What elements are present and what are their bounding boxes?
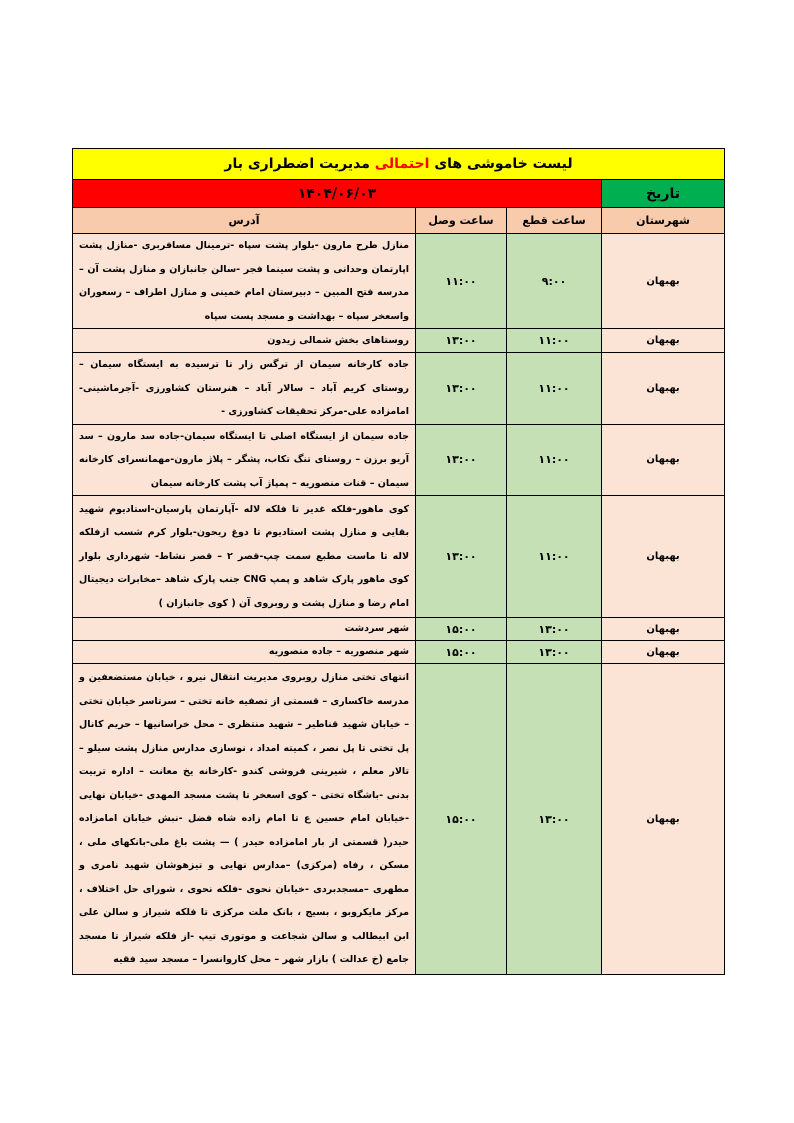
city-cell: بهبهان xyxy=(602,496,725,618)
table-row xyxy=(73,641,725,664)
address-cell: جاده سیمان از ایستگاه اصلی تا ایستگاه سیمان-جاده سد مارون – سد آریو برزن – روستای تنگ تکاب، پشگر – پلاژ مارون-مهمانسرای کارخانه سیمان – قنات منصوریه – پمپاژ آب پشت کارخانه سیمان xyxy=(73,424,416,496)
date-value: ۱۴۰۴/۰۶/۰۳ xyxy=(73,180,602,208)
sheet-title xyxy=(73,149,725,180)
title-part2: مدیریت اضطراری بار xyxy=(224,156,370,172)
header-cut-time: ساعت قطع xyxy=(507,208,602,234)
connect-time-cell: ۱۵:۰۰ xyxy=(416,664,507,975)
header-address: آدرس xyxy=(73,208,416,234)
city-cell: بهبهان xyxy=(602,664,725,975)
outage-sheet xyxy=(72,148,724,975)
table-row xyxy=(73,664,725,975)
table-row xyxy=(73,353,725,425)
city-cell: بهبهان xyxy=(602,234,725,329)
connect-time-cell: ۱۳:۰۰ xyxy=(416,329,507,353)
connect-time-cell: ۱۵:۰۰ xyxy=(416,618,507,641)
city-cell: بهبهان xyxy=(602,353,725,425)
header-connect-time: ساعت وصل xyxy=(416,208,507,234)
connect-time-cell: ۱۱:۰۰ xyxy=(416,234,507,329)
address-cell: شهر سردشت xyxy=(73,618,416,641)
date-label: تاریخ xyxy=(602,180,725,208)
connect-time-cell: ۱۳:۰۰ xyxy=(416,496,507,618)
header-row xyxy=(73,208,725,234)
address-cell: کوی ماهور-فلکه غدیر تا فلکه لاله -آپارتمان پارسیان-استادیوم شهید بقایی و منازل پشت استادیوم تا دوغ ریحون-بلوار کرم شسب ازفلکه لاله تا ماست مطبع سمت چپ-قصر ۲ – قصر نشاط- شهرداری بلوار کوی ماهور پارک شاهد و پمپ CNG جنب پارک شاهد –مخابرات دیجیتال امام رضا و منازل پشت و روبروی آن ( کوی جانبازان ) xyxy=(73,496,416,618)
table-row xyxy=(73,329,725,353)
date-row xyxy=(73,180,725,208)
title-row xyxy=(73,149,725,180)
address-cell: انتهای تختی منازل روبروی مدیریت انتقال نیرو ، خیابان مستضعفین و مدرسه خاکساری – قسمتی از تصفیه خانه تختی – سرتاسر خیابان تختی – خیابان شهید قناطیر – شهید منتظری – محل خراسانیها – حریم کانال پل تختی تا پل نصر ، کمیته امداد ، نوسازی مدارس منازل پشت سیلو – تالار معلم ، شیرینی فروشی کندو -کارخانه یخ معانت – اداره تربیت بدنی -باشگاه تختی – کوی اسعخر تا پشت مسجد المهدی -خیابان نهایی -خیابان امام حسین ع تا امام زاده شاه فضل -نبش خیابان امامزاده حیدر( قسمتی از بار امامزاده حیدر ) — پشت باغ ملی-بانکهای ملی ، مسکن ، رفاه (مرکزی) –مدارس نهایی و تیزهوشان شهید نامری و مطهری –مسجدبردی -خیابان نحوی -فلکه نحوی ، شورای حل اختلاف ، مرکز مایکروبو ، بسیج ، بانک ملت مرکزی تا فلکه شیراز و سالن علی ابن ابیطالب و سالن شجاعت و موتوری تیپ -از فلکه شیراز تا مسجد جامع (خ عدالت ) بازار شهر – محل کاروانسرا – مسجد سید فقیه xyxy=(73,664,416,975)
cut-time-cell: ۱۱:۰۰ xyxy=(507,353,602,425)
title-highlight: احتمالی xyxy=(374,156,430,172)
title-part1: لیست خاموشی های xyxy=(434,156,573,172)
cut-time-cell: ۱۱:۰۰ xyxy=(507,496,602,618)
header-city: شهرستان xyxy=(602,208,725,234)
connect-time-cell: ۱۵:۰۰ xyxy=(416,641,507,664)
cut-time-cell: ۹:۰۰ xyxy=(507,234,602,329)
connect-time-cell: ۱۳:۰۰ xyxy=(416,424,507,496)
table-row xyxy=(73,496,725,618)
connect-time-cell: ۱۳:۰۰ xyxy=(416,353,507,425)
table-row xyxy=(73,618,725,641)
address-cell: شهر منصوریه – جاده منصوریه xyxy=(73,641,416,664)
city-cell: بهبهان xyxy=(602,641,725,664)
address-cell: جاده کارخانه سیمان از ترگس زار تا ترسیده به ایستگاه سیمان – روستای کریم آباد – سالار آباد – هنرستان کشاورزی -آجرماشینی-امامزاده علی-مرکز تحقیقات کشاورزی - xyxy=(73,353,416,425)
cut-time-cell: ۱۳:۰۰ xyxy=(507,618,602,641)
cut-time-cell: ۱۳:۰۰ xyxy=(507,641,602,664)
table-row xyxy=(73,234,725,329)
cut-time-cell: ۱۳:۰۰ xyxy=(507,664,602,975)
address-cell: منازل طرح مارون -بلوار پشت سپاه -ترمینال مسافربری -منازل پشت اپارتمان وحدانی و پشت سینما فجر -سالن جانبازان و منازل پشت آن – مدرسه فتح المبین – دبیرستان امام خمینی و منازل اطراف – رسعوران واسعخر سپاه – بهداشت و مسجد پست سپاه xyxy=(73,234,416,329)
address-cell: روستاهای بخش شمالی زیدون xyxy=(73,329,416,353)
cut-time-cell: ۱۱:۰۰ xyxy=(507,424,602,496)
table-row xyxy=(73,424,725,496)
cut-time-cell: ۱۱:۰۰ xyxy=(507,329,602,353)
city-cell: بهبهان xyxy=(602,329,725,353)
outage-table xyxy=(72,148,725,975)
city-cell: بهبهان xyxy=(602,424,725,496)
city-cell: بهبهان xyxy=(602,618,725,641)
